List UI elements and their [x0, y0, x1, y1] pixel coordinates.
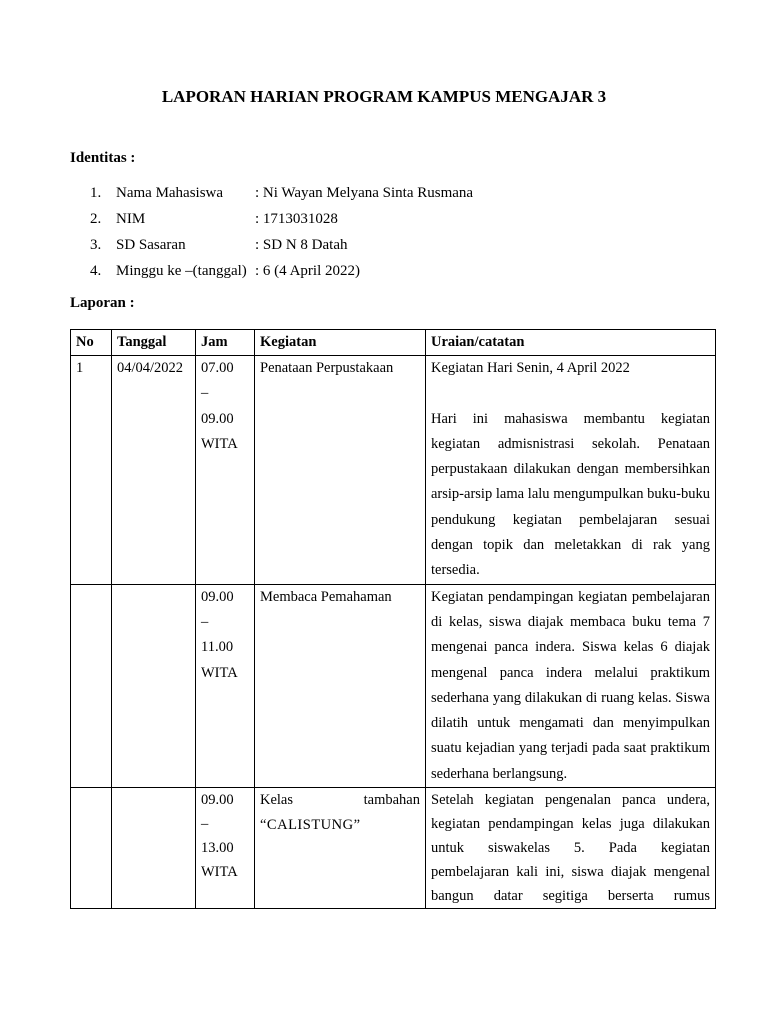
- identitas-item: [90, 236, 690, 262]
- jam-start: 09.00: [201, 792, 234, 809]
- cell-uraian: [426, 788, 716, 909]
- page-title: LAPORAN HARIAN PROGRAM KAMPUS MENGAJAR 3: [161, 87, 607, 106]
- cell-uraian: [426, 356, 716, 585]
- laporan-label: Laporan :: [70, 295, 135, 311]
- identitas-key: SD Sasaran: [116, 237, 186, 253]
- table-header-row: [71, 330, 716, 356]
- cell-jam: [196, 788, 255, 909]
- identitas-key: Nama Mahasiswa: [116, 185, 224, 201]
- identitas-value: : SD N 8 Datah: [255, 237, 348, 253]
- identitas-label: Identitas :: [70, 150, 136, 166]
- cell-tanggal: [112, 584, 196, 787]
- cell-no: [71, 788, 112, 909]
- jam-start: 09.00: [201, 588, 234, 605]
- uraian-text: Kegiatan pendampingan kegiatan pembelajaran di kelas, siswa diajak membaca buku tema 7 mengenai panca indera. Siswa kelas 6 diajak mengenal panca indera melalui praktikum sederhana yang dilakukan di ruang kelas. Siswa dilatih untuk mengamati dan menyimpulkan suatu kejadian yang terjadi pada saat praktikum sederhana berlangsung.: [431, 588, 710, 782]
- cell-tanggal: [112, 788, 196, 909]
- cell-jam: [196, 584, 255, 787]
- header-tanggal: Tanggal: [112, 330, 196, 356]
- cell-uraian: [426, 584, 716, 787]
- kegiatan-word-tambahan: tambahan: [363, 792, 420, 809]
- uraian-text: Setelah kegiatan pengenalan panca undera, kegiatan pendampingan kelas juga dilakukan untuk siswakelas 5. Pada kegiatan pembelajaran kali ini, siswa diajak mengenal bangun datar segitiga berserta rumus: [431, 792, 710, 905]
- cell-kegiatan: Membaca Pemahaman: [255, 584, 426, 787]
- uraian-title: Kegiatan Hari Senin, 4 April 2022: [431, 360, 630, 376]
- identitas-list: [90, 184, 690, 288]
- cell-kegiatan: Penataan Perpustakaan: [255, 356, 426, 585]
- kegiatan-line: [260, 788, 420, 813]
- cell-no: [71, 584, 112, 787]
- jam-start: 07.00: [201, 360, 234, 376]
- table-row: [71, 356, 716, 585]
- identitas-number: 4.: [90, 263, 102, 279]
- uraian-text: Hari ini mahasiswa membantu kegiatan kegiatan admisnistrasi sekolah. Penataan perpustakaan dilakukan dengan membersihkan arsip-arsip lama lalu mengumpulkan buku-buku pendukung kegiatan pembelajaran sesuai dengan topik dan meletakkan di rak yang tersedia.: [431, 410, 710, 579]
- jam-dash: –: [201, 385, 209, 402]
- header-kegiatan: Kegiatan: [255, 330, 426, 356]
- jam-end: 13.00: [201, 840, 234, 857]
- identitas-value: : Ni Wayan Melyana Sinta Rusmana: [255, 185, 474, 201]
- identitas-number: 1.: [90, 185, 102, 201]
- table-row: [71, 584, 716, 787]
- identitas-item: [90, 184, 690, 210]
- header-jam: Jam: [196, 330, 255, 356]
- jam-dash: –: [201, 816, 209, 833]
- jam-zone: WITA: [201, 435, 238, 452]
- identitas-key: Minggu ke –(tanggal): [116, 263, 247, 279]
- cell-kegiatan: [255, 788, 426, 909]
- report-table: [70, 329, 716, 909]
- identitas-item: [90, 262, 690, 288]
- cell-no: 1: [71, 356, 112, 585]
- kegiatan-word-kelas: Kelas: [260, 792, 294, 809]
- identitas-value: : 6 (4 April 2022): [255, 263, 360, 279]
- table-row: [71, 788, 716, 909]
- identitas-key: NIM: [116, 211, 146, 227]
- jam-end: 11.00: [201, 639, 234, 656]
- identitas-number: 3.: [90, 237, 102, 253]
- cell-jam: [196, 356, 255, 585]
- jam-zone: WITA: [201, 864, 238, 881]
- identitas-number: 2.: [90, 211, 102, 227]
- uraian-spacer: [431, 381, 710, 406]
- header-uraian: Uraian/catatan: [426, 330, 716, 356]
- identitas-item: [90, 210, 690, 236]
- jam-end: 09.00: [201, 410, 234, 427]
- identitas-value: : 1713031028: [255, 211, 338, 227]
- jam-zone: WITA: [201, 664, 238, 681]
- jam-dash: –: [201, 613, 209, 630]
- cell-tanggal: 04/04/2022: [112, 356, 196, 585]
- header-no: No: [71, 330, 112, 356]
- kegiatan-calistung: “CALISTUNG”: [260, 817, 361, 834]
